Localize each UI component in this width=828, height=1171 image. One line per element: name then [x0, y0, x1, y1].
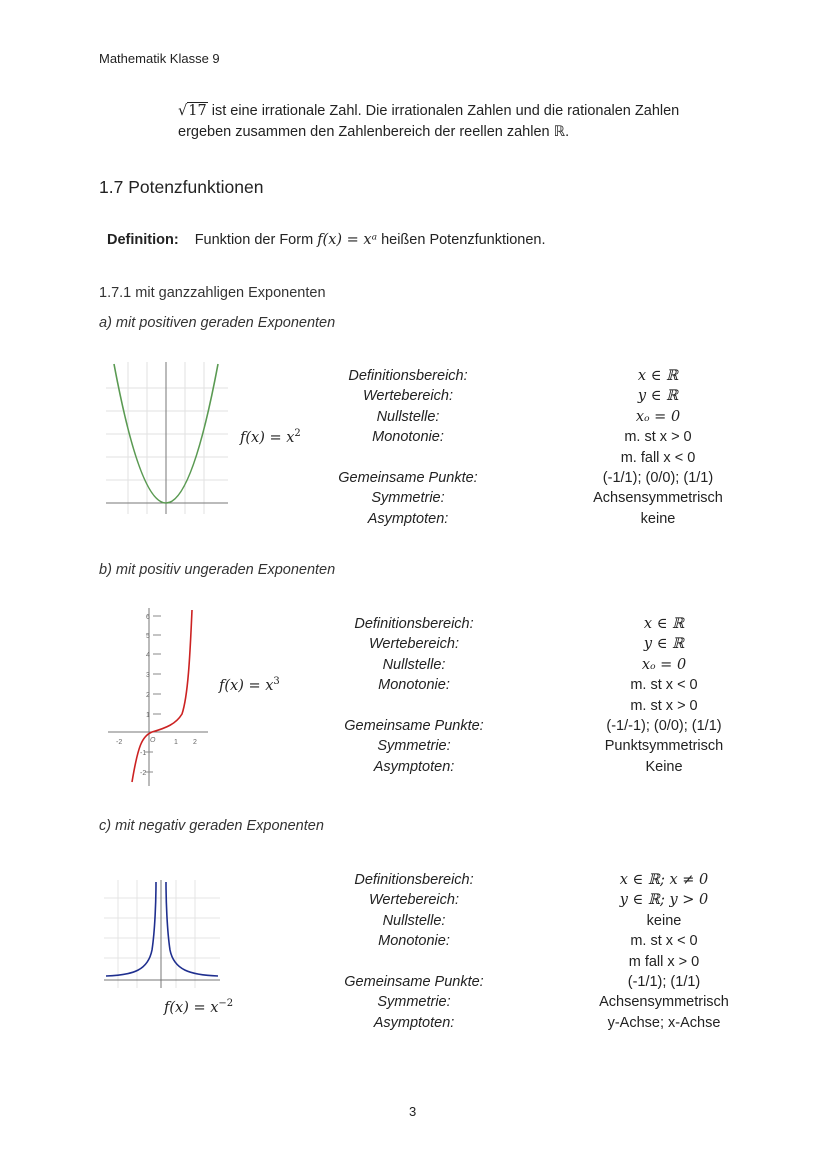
prop-row: m fall x > 0	[628, 953, 700, 970]
grid	[106, 362, 228, 514]
prop-row: Gemeinsame Punkte: (-1/1); (0/0); (1/1)	[338, 469, 714, 486]
prop-row: Monotonie: m. st x > 0	[372, 429, 692, 446]
graph-x-minus-two	[104, 880, 220, 988]
prop-row: Monotonie: m. st x < 0	[378, 933, 698, 950]
y-tick-label: 3	[146, 672, 150, 679]
properties-a	[333, 366, 753, 529]
properties-b	[339, 614, 759, 777]
definition	[107, 232, 546, 248]
prop-row: m. fall x < 0	[620, 449, 696, 466]
intro-paragraph	[178, 101, 738, 143]
x-tick-label: 1	[174, 739, 178, 746]
prop-row: Wertebereich: y ∈ ℝ	[363, 388, 679, 405]
sqrt-symbol: √17	[178, 103, 207, 119]
y-tick-label: -1	[140, 750, 147, 757]
subsection-title: 1.7.1 mit ganzzahligen Exponenten	[99, 285, 326, 301]
grid	[104, 880, 220, 988]
definition-text-after: heißen Potenzfunktionen.	[377, 232, 546, 248]
case-a-heading: a) mit positiven geraden Exponenten	[99, 315, 336, 331]
prop-row: Gemeinsame Punkte: (-1/1); (1/1)	[344, 973, 701, 990]
prop-row: Nullstelle: xₒ = 0	[376, 408, 681, 425]
graph-x-cubed	[104, 606, 214, 788]
page-number: 3	[409, 1104, 417, 1119]
prop-row: Nullstelle: xₒ = 0	[382, 656, 687, 673]
prop-row: Wertebereich: y ∈ ℝ; y > 0	[369, 892, 709, 909]
prop-row: Nullstelle: keine	[382, 912, 682, 929]
prop-row: Wertebereich: y ∈ ℝ	[369, 636, 685, 653]
definition-text-before: Funktion der Form	[194, 232, 318, 248]
y-tick-label: 5	[146, 633, 150, 640]
prop-row: Monotonie: m. st x < 0	[378, 677, 698, 694]
prop-row: Asymptoten: keine	[367, 510, 676, 527]
y-tick-label: 2	[146, 692, 150, 699]
graph-x-squared	[106, 362, 228, 514]
formula-a: $f(x) = x^2$	[240, 428, 301, 446]
x-tick-label: -2	[116, 739, 123, 746]
y-tick-label: -2	[140, 770, 147, 777]
prop-row: Asymptoten: Keine	[373, 758, 683, 775]
definition-formula: f(x) = xᵃ	[317, 232, 378, 248]
intro-line-2: ergeben zusammen den Zahlenbereich der reellen zahlen ℝ.	[178, 124, 570, 140]
intro-line-1: ist eine irrationale Zahl. Die irrationalen Zahlen und die rationalen Zahlen	[207, 103, 680, 119]
prop-row: Gemeinsame Punkte: (-1/-1); (0/0); (1/1)	[344, 717, 722, 734]
case-b-heading: b) mit positiv ungeraden Exponenten	[99, 562, 336, 578]
y-tick-label: 4	[146, 652, 150, 659]
page-header: Mathematik Klasse 9	[99, 51, 220, 66]
formula-b: $f(x) = x^3$	[219, 676, 280, 694]
hyperbola-left	[106, 882, 156, 976]
definition-label: Definition:	[107, 232, 179, 248]
section-title: 1.7 Potenzfunktionen	[99, 177, 264, 197]
properties-c	[339, 870, 759, 1033]
prop-row: Definitionsbereich: x ∈ ℝ; x ≠ 0	[354, 872, 709, 888]
prop-row: Definitionsbereich: x ∈ ℝ	[348, 368, 679, 384]
prop-row: Symmetrie: Achsensymmetrisch	[371, 490, 723, 507]
x-tick-label: 2	[193, 739, 197, 746]
hyperbola-right	[166, 882, 218, 976]
prop-row: Asymptoten: y-Achse; x-Achse	[373, 1014, 721, 1031]
formula-c: $f(x) = x^{-2}$	[164, 998, 234, 1016]
case-c-heading: c) mit negativ geraden Exponenten	[99, 818, 324, 834]
y-tick-label: 6	[146, 614, 150, 621]
y-tick-label: 1	[146, 712, 150, 719]
prop-row: Definitionsbereich: x ∈ ℝ	[354, 616, 685, 632]
prop-row: m. st x > 0	[630, 697, 698, 714]
tick-labels	[116, 614, 197, 777]
origin-label: O	[150, 737, 156, 744]
prop-row: Symmetrie: Achsensymmetrisch	[377, 994, 729, 1011]
prop-row: Symmetrie: Punktsymmetrisch	[377, 738, 724, 755]
